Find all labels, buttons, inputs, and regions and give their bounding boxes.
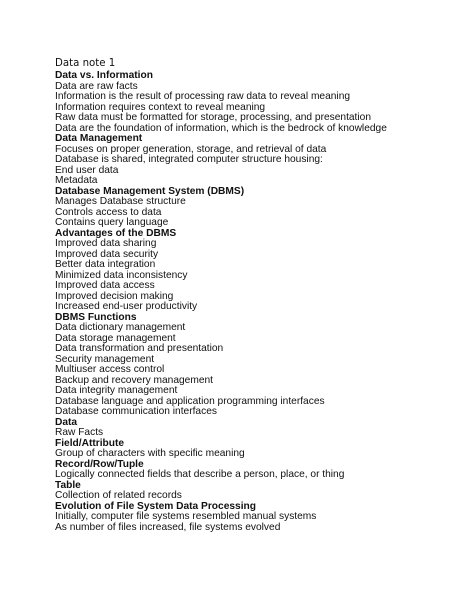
section-data xyxy=(55,418,465,439)
section-heading: Record/Row/Tuple xyxy=(55,458,144,470)
section-data-management xyxy=(55,134,465,187)
section-field-attribute xyxy=(55,439,465,460)
document-body xyxy=(55,58,465,533)
section-line: Improved decision making xyxy=(55,290,174,302)
section-line: Data are raw facts xyxy=(55,80,138,92)
section-line: Data storage management xyxy=(55,332,176,344)
section-heading: Advantages of the DBMS xyxy=(55,227,177,239)
section-line: Raw Facts xyxy=(55,427,104,438)
section-line: Manages Database structure xyxy=(55,196,186,207)
section-heading: Data vs. Information xyxy=(55,70,153,81)
section-evolution-of-file-system xyxy=(55,502,465,534)
section-line: Contains query language xyxy=(55,217,169,228)
section-line: Raw data must be formatted for storage, processing, and presentation xyxy=(55,112,371,123)
section-line: Improved data sharing xyxy=(55,238,157,249)
section-heading: Data Management xyxy=(55,133,143,144)
section-heading: Database Management System (DBMS) xyxy=(55,185,245,197)
section-line: Multiuser access control xyxy=(55,364,165,375)
section-line: Controls access to data xyxy=(55,206,162,218)
section-line: End user data xyxy=(55,164,119,176)
section-line: Database is shared, integrated computer structure housing: xyxy=(55,154,323,165)
section-line: Information is the result of processing raw data to reveal meaning xyxy=(55,91,351,102)
section-line: Improved data access xyxy=(55,280,155,291)
section-heading: Evolution of File System Data Processing xyxy=(55,500,256,512)
section-line: Backup and recovery management xyxy=(55,374,213,386)
section-line: Improved data security xyxy=(55,248,159,260)
section-line: Minimized data inconsistency xyxy=(55,269,188,281)
section-heading: Field/Attribute xyxy=(55,437,125,449)
section-line: Database language and application programming interfaces xyxy=(55,395,325,407)
section-line: Data transformation and presentation xyxy=(55,343,224,354)
section-advantages-of-dbms xyxy=(55,229,465,313)
section-line: Collection of related records xyxy=(55,490,182,501)
section-line: Group of characters with specific meaning xyxy=(55,448,245,459)
section-data-vs-information xyxy=(55,71,465,134)
document-title: Data note 1 xyxy=(55,58,116,69)
section-line: As number of files increased, file systems evolved xyxy=(55,521,281,533)
section-line: Data dictionary management xyxy=(55,322,186,333)
section-line: Increased end-user productivity xyxy=(55,301,198,312)
section-line: Data integrity management xyxy=(55,385,178,396)
section-line: Better data integration xyxy=(55,259,156,270)
section-table xyxy=(55,481,465,502)
section-heading: DBMS Functions xyxy=(55,311,137,323)
section-line: Logically connected fields that describe a person, place, or thing xyxy=(55,469,345,480)
section-dbms-functions xyxy=(55,313,465,418)
section-line: Database communication interfaces xyxy=(55,406,217,417)
section-line: Information requires context to reveal meaning xyxy=(55,101,266,113)
section-dbms xyxy=(55,187,465,229)
section-line: Metadata xyxy=(55,175,98,186)
section-line: Data are the foundation of information, which is the bedrock of knowledge xyxy=(55,122,387,134)
section-line: Initially, computer file systems resembled manual systems xyxy=(55,511,317,522)
section-line: Focuses on proper generation, storage, and retrieval of data xyxy=(55,143,327,155)
section-line: Security management xyxy=(55,353,155,365)
section-heading: Table xyxy=(55,479,81,491)
section-record-row-tuple xyxy=(55,460,465,481)
section-heading: Data xyxy=(55,416,78,428)
